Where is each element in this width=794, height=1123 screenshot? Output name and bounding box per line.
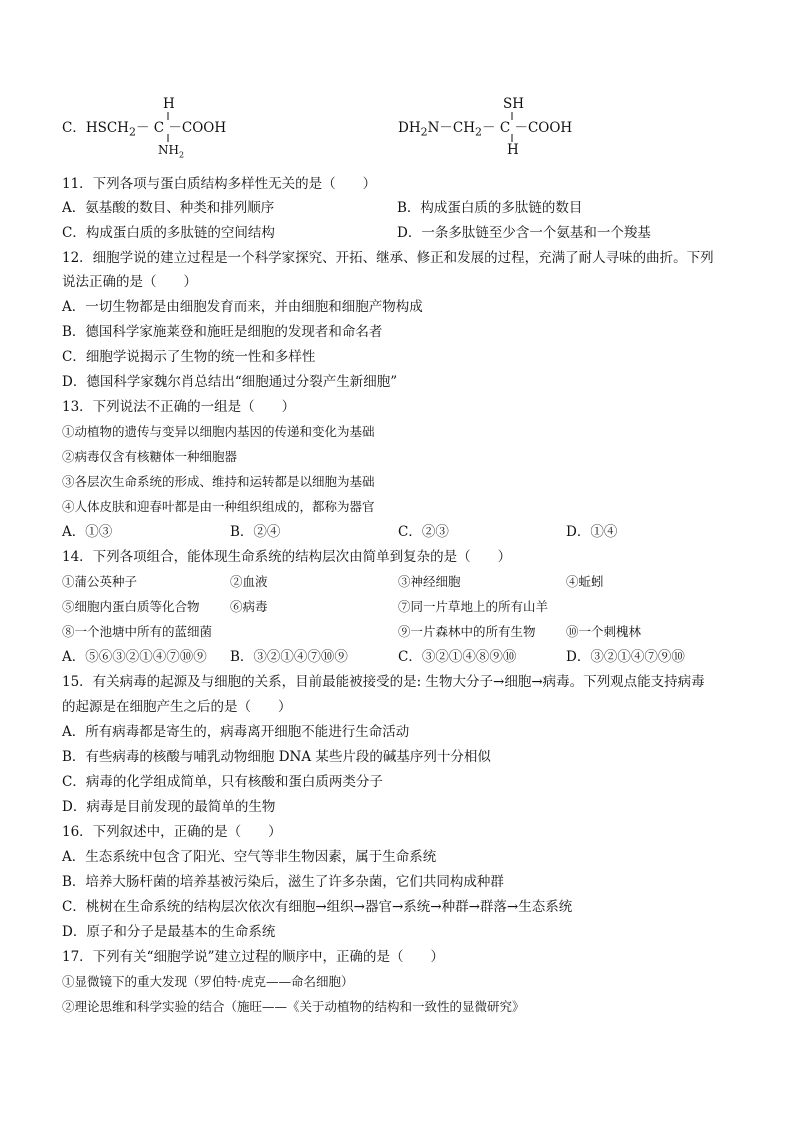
q12-option-b: B．德国科学家施莱登和施旺是细胞的发现者和命名者 (62, 324, 383, 340)
q14-option-d: D．③②①④⑦⑨⑩ (566, 649, 685, 665)
q12-option-a: A．一切生物都是由细胞发育而来，并由细胞和细胞产物构成 (62, 299, 423, 315)
q15-option-b: B．有些病毒的核酸与哺乳动物细胞 DNA 某些片段的碱基序列十分相似 (62, 749, 491, 765)
q14-item-10: ⑩一个刺槐林 (566, 624, 642, 639)
q14-item-5: ⑤细胞内蛋白质等化合物 (62, 599, 200, 614)
structure-d-top: SH (503, 96, 525, 112)
structure-c-formula: C．$HSCH_2- C$ －COOH (62, 120, 227, 139)
q14-item-4: ④蚯蚓 (566, 574, 604, 589)
q16-option-a: A．生态系统中包含了阳光、空气等非生物因素，属于生命系统 (62, 849, 437, 865)
structure-bonds (0, 0, 794, 170)
q17-statement-2: ②理论思维和科学实验的结合（施旺——《关于动植物的结构和一致性的显微研究》 (62, 999, 525, 1014)
q11-option-a: A．氨基酸的数目、种类和排列顺序 (62, 200, 275, 216)
q15-option-c: C．病毒的化学组成简单，只有核酸和蛋白质两类分子 (62, 774, 383, 790)
q14-item-6: ⑥病毒 (230, 599, 268, 614)
q13-statement-2: ②病毒仅含有核糖体一种细胞器 (62, 449, 238, 464)
structure-d-bottom: H (507, 142, 519, 158)
q15-stem-line1: 15．有关病毒的起源及与细胞的关系，目前最能被接受的是: 生物大分子→细胞→病毒。下列观点能支持病毒 (62, 674, 705, 690)
q14-item-7: ⑦同一片草地上的所有山羊 (398, 599, 549, 614)
q17-statement-1: ①显微镜下的重大发现（罗伯特·虎克——命名细胞） (62, 974, 354, 989)
q11-stem: 11．下列各项与蛋白质结构多样性无关的是（ ） (62, 176, 377, 192)
q15-option-d: D．病毒是目前发现的最简单的生物 (62, 799, 276, 815)
structure-c-bottom: $NH_2$ (158, 143, 185, 160)
q14-item-3: ③神经细胞 (398, 574, 461, 589)
q13-statement-4: ④人体皮肤和迎春叶都是由一种组织组成的，都称为器官 (62, 499, 375, 514)
q14-option-c: C．③②①④⑧⑨⑩ (398, 649, 517, 665)
q14-option-a: A．⑤⑥③②①④⑦⑩⑨ (62, 649, 207, 665)
q14-item-9: ⑨一片森林中的所有生物 (398, 624, 536, 639)
q13-statement-1: ①动植物的遗传与变异以细胞内基因的传递和变化为基础 (62, 424, 375, 439)
q15-stem-line2: 的起源是在细胞产生之后的是（ ） (62, 699, 292, 715)
q17-stem: 17．下列有关“细胞学说”建立过程的顺序中，正确的是（ ） (62, 949, 444, 965)
q15-option-a: A．所有病毒都是寄生的，病毒离开细胞不能进行生命活动 (62, 724, 410, 740)
q16-stem: 16．下列叙述中，正确的是（ ） (62, 824, 282, 840)
q13-option-d: D．①④ (566, 524, 618, 540)
q14-item-2: ②血液 (230, 574, 268, 589)
q16-option-d: D．原子和分子是最基本的生命系统 (62, 924, 276, 940)
q12-option-d: D．德国科学家魏尔肖总结出“细胞通过分裂产生新细胞” (62, 374, 398, 390)
q12-option-c: C．细胞学说揭示了生物的统一性和多样性 (62, 349, 316, 365)
q12-stem-line1: 12．细胞学说的建立过程是一个科学家探究、开拓、继承、修正和发展的过程，充满了耐人寻味的曲折。下列 (62, 250, 714, 266)
q16-option-b: B．培养大肠杆菌的培养基被污染后，滋生了许多杂菌，它们共同构成种群 (62, 874, 504, 890)
q11-option-b: B．构成蛋白质的多肽链的数目 (397, 200, 583, 216)
q13-option-c: C．②③ (398, 524, 449, 540)
q14-option-b: B．③②①④⑦⑩⑨ (230, 649, 348, 665)
q14-item-1: ①蒲公英种子 (62, 574, 138, 589)
q13-stem: 13．下列说法不正确的一组是（ ） (62, 399, 296, 415)
q13-statement-3: ③各层次生命系统的形成、维持和运转都是以细胞为基础 (62, 474, 375, 489)
q11-option-c: C．构成蛋白质的多肽链的空间结构 (62, 225, 275, 241)
q13-option-a: A．①③ (62, 524, 113, 540)
q14-stem: 14．下列各项组合，能体现生命系统的结构层次由简单到复杂的是（ ） (62, 549, 512, 565)
q11-option-d: D．一条多肽链至少含一个氨基和一个羧基 (397, 225, 651, 241)
q14-item-8: ⑧一个池塘中所有的蓝细菌 (62, 624, 213, 639)
structure-c-top: H (163, 96, 175, 112)
q12-stem-line2: 说法正确的是（ ） (62, 274, 197, 290)
q16-option-c: C．桃树在生命系统的结构层次依次有细胞→组织→器官→系统→种群→群落→生态系统 (62, 899, 573, 915)
structure-d-formula: $DH_2N-CH_2- C$ －COOH (398, 120, 573, 139)
q13-option-b: B．②④ (230, 524, 281, 540)
